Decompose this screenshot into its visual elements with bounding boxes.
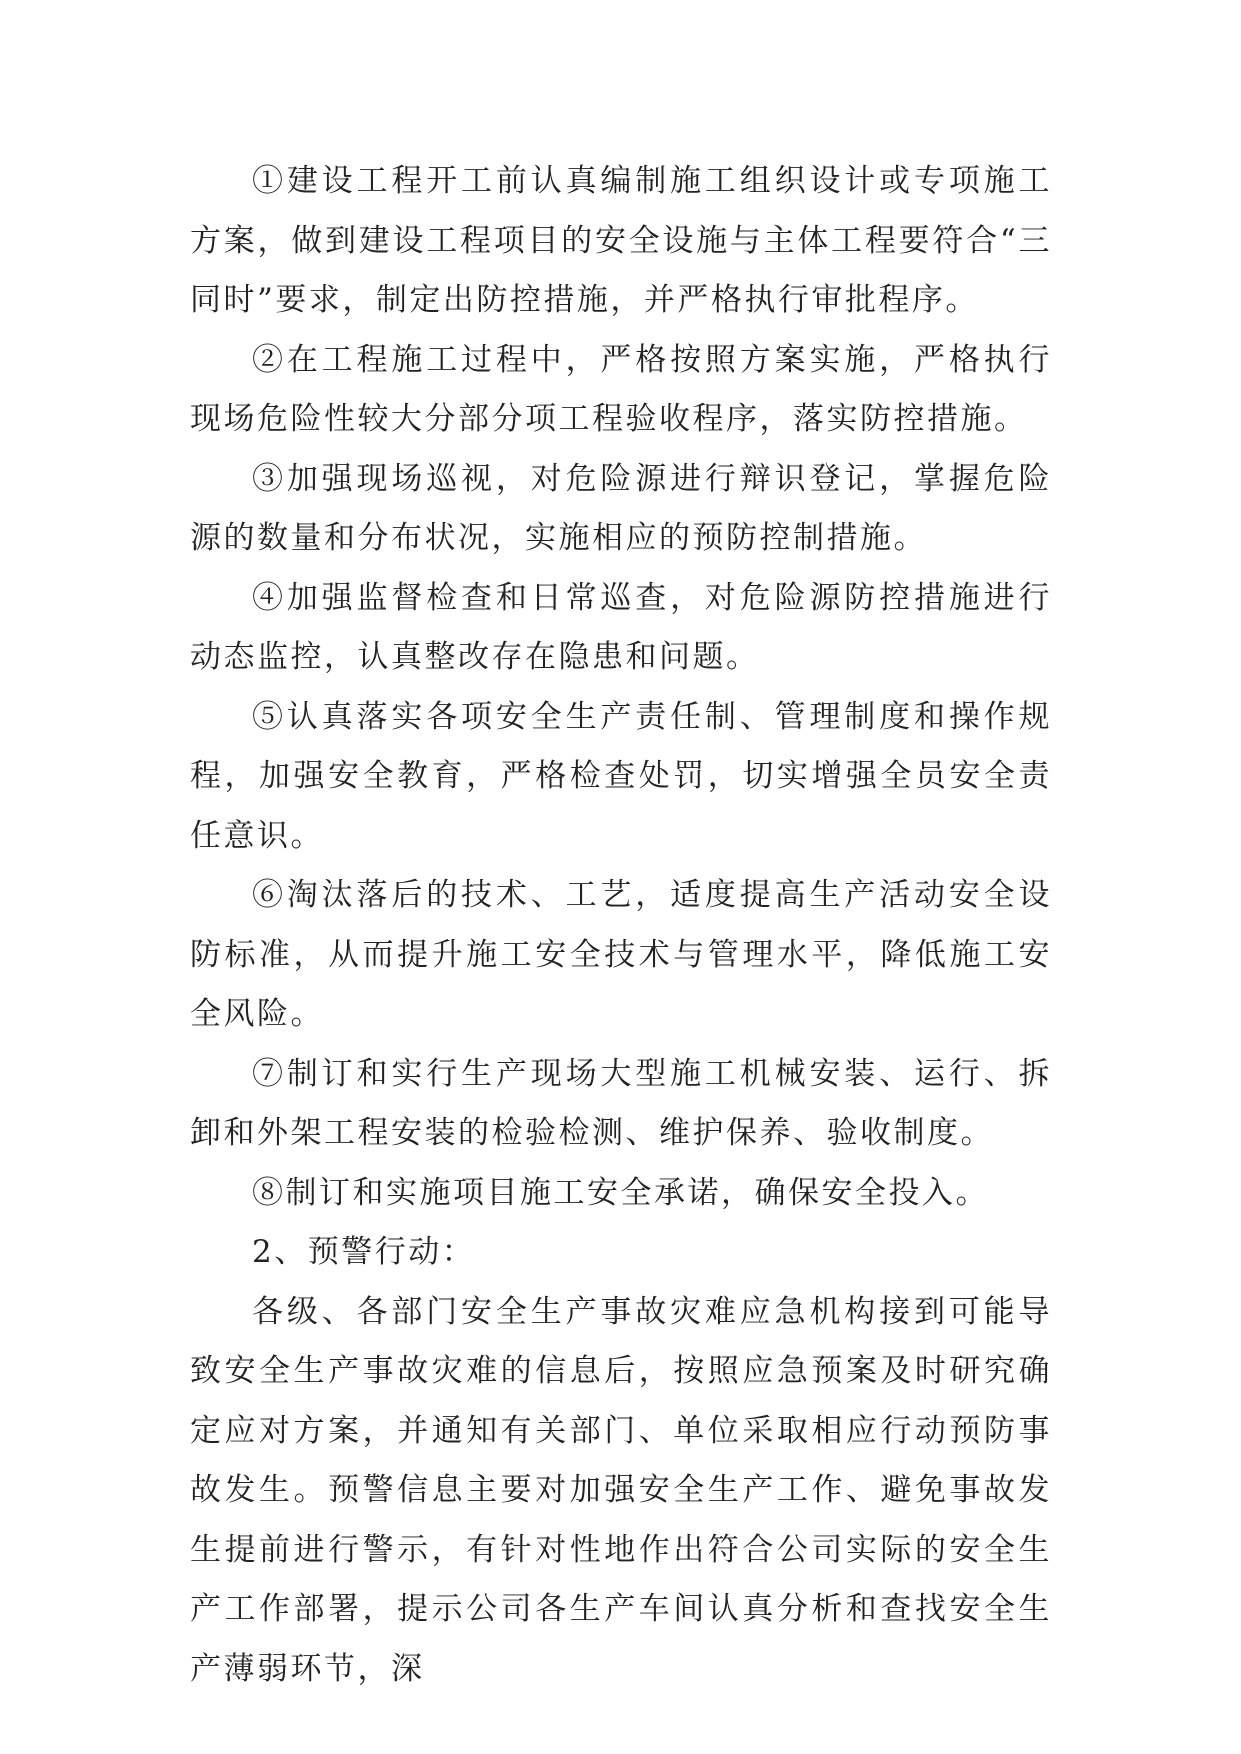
paragraph-warning-body: 各级、各部门安全生产事故灾难应急机构接到可能导致安全生产事故灾难的信息后，按照应急预案及时研究确定应对方案，并通知有关部门、单位采取相应行动预防事故发生。预警信息主要对加强安全生产工作、避免事故发生提前进行警示，有针对性地作出符合公司实际的安全生产工作部署，提示公司各生产车间认真分析和查找安全生产薄弱环节，深 [190,1293,1052,1687]
document-body [190,152,1052,1699]
paragraph-measure-7: ⑦制订和实行生产现场大型施工机械安装、运行、拆卸和外架工程安装的检验检测、维护保养、验收制度。 [190,1055,1052,1151]
paragraph-measure-6: ⑥淘汰落后的技术、工艺，适度提高生产活动安全设防标准，从而提升施工安全技术与管理水平，降低施工安全风险。 [190,877,1052,1032]
section-heading-warning-action: 2、预警行动： [252,1234,476,1270]
paragraph-measure-5: ⑤认真落实各项安全生产责任制、管理制度和操作规程，加强安全教育，严格检查处罚，切实增强全员安全责任意识。 [190,698,1052,854]
paragraph-measure-3: ③加强现场巡视，对危险源进行辩识登记，掌握危险源的数量和分布状况，实施相应的预防控制措施。 [190,460,1052,556]
paragraph-measure-1: ①建设工程开工前认真编制施工组织设计或专项施工方案，做到建设工程项目的安全设施与主体工程要符合“三同时”要求，制定出防控措施，并严格执行审批程序。 [190,163,1052,318]
paragraph-measure-8: ⑧制订和实施项目施工安全承诺，确保安全投入。 [252,1174,989,1211]
paragraph-measure-4: ④加强监督检查和日常巡查，对危险源防控措施进行动态监控，认真整改存在隐患和问题。 [190,579,1052,675]
paragraph-measure-2: ②在工程施工过程中，严格按照方案实施，严格执行现场危险性较大分部分项工程验收程序，落实防控措施。 [190,341,1052,437]
